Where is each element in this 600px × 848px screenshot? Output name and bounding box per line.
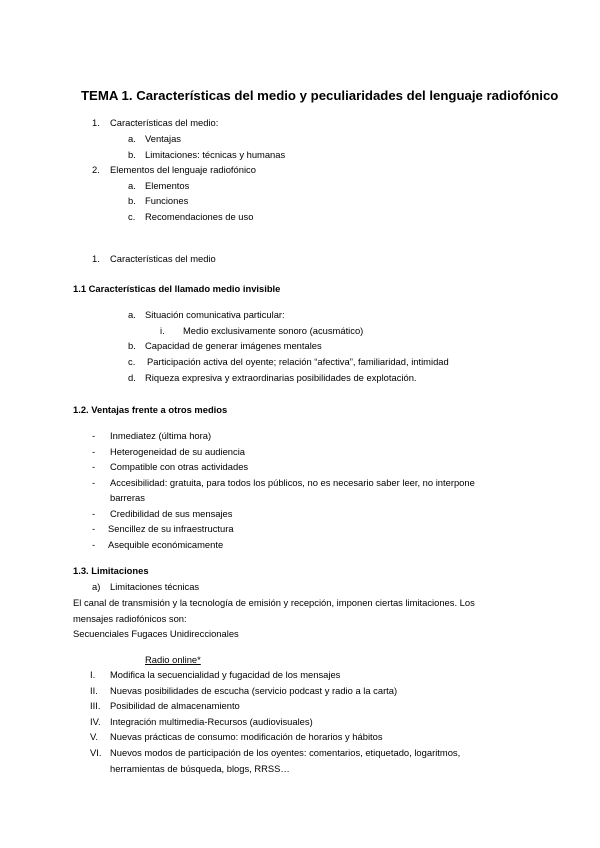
section-number: 1. <box>92 253 100 264</box>
list-bullet: - <box>92 539 96 550</box>
list-roman: I. <box>90 669 96 680</box>
list-bullet: - <box>92 446 96 457</box>
list-item: Heterogeneidad de su audiencia <box>110 446 245 457</box>
list-item: Capacidad de generar imágenes mentales <box>145 340 322 351</box>
list-roman: V. <box>90 731 98 742</box>
list-bullet: - <box>92 430 96 441</box>
toc-subitem: Funciones <box>145 195 189 206</box>
list-item: Inmediatez (última hora) <box>110 430 212 441</box>
list-item-continuation: barreras <box>110 492 145 503</box>
page-title: TEMA 1. Características del medio y peculiaridades del lenguaje radiofónico <box>81 88 559 103</box>
list-bullet: - <box>92 508 96 519</box>
list-item: Medio exclusivamente sonoro (acusmático) <box>183 325 364 336</box>
toc-item: Características del medio: <box>110 117 219 128</box>
toc-letter: b. <box>128 195 136 206</box>
paragraph-line: Secuenciales Fugaces Unidireccionales <box>73 628 239 639</box>
toc-number: 1. <box>92 117 100 128</box>
list-bullet: - <box>92 461 96 472</box>
subsection-heading: 1.2. Ventajas frente a otros medios <box>73 404 228 415</box>
list-item: Nuevas posibilidades de escucha (servicio podcast y radio a la carta) <box>110 685 398 696</box>
toc-letter: a. <box>128 133 136 144</box>
list-roman: III. <box>90 700 101 711</box>
toc-subitem: Recomendaciones de uso <box>145 211 254 222</box>
subsection-subheading: Limitaciones técnicas <box>110 581 200 592</box>
list-item: Accesibilidad: gratuita, para todos los públicos, no es necesario saber leer, no interpone <box>110 477 475 488</box>
subsection-heading: 1.1 Características del llamado medio invisible <box>73 283 281 294</box>
list-item: Riqueza expresiva y extraordinarias posibilidades de explotación. <box>145 372 417 383</box>
list-letter: a. <box>128 309 136 320</box>
toc-subitem: Limitaciones: técnicas y humanas <box>145 149 286 160</box>
list-item: Nuevas prácticas de consumo: modificación de horarios y hábitos <box>110 731 383 742</box>
list-roman: i. <box>160 325 165 336</box>
list-item: Posibilidad de almacenamiento <box>110 700 240 711</box>
list-roman: II. <box>90 685 98 696</box>
toc-letter: c. <box>128 211 136 222</box>
online-heading: Radio online* <box>145 654 201 665</box>
list-item: Sencillez de su infraestructura <box>108 523 234 534</box>
list-item: Nuevos modos de participación de los oyentes: comentarios, etiquetado, logaritmos, <box>110 747 461 758</box>
list-item: Asequible económicamente <box>108 539 224 550</box>
toc-letter: b. <box>128 149 136 160</box>
toc-subitem: Elementos <box>145 180 190 191</box>
list-item: Credibilidad de sus mensajes <box>110 508 233 519</box>
toc-subitem: Ventajas <box>145 133 181 144</box>
list-item-continuation: herramientas de búsqueda, blogs, RRSS… <box>110 763 290 774</box>
list-item: Integración multimedia-Recursos (audiovisuales) <box>110 716 313 727</box>
list-item: Compatible con otras actividades <box>110 461 249 472</box>
list-roman: IV. <box>90 716 101 727</box>
paragraph-line: mensajes radiofónicos son: <box>73 613 187 624</box>
list-letter: a) <box>92 581 101 592</box>
list-item: Modifica la secuencialidad y fugacidad de los mensajes <box>110 669 341 680</box>
list-letter: c. <box>128 356 136 367</box>
list-item: Participación activa del oyente; relación “afectiva”, familiaridad, intimidad <box>147 356 449 367</box>
subsection-heading: 1.3. Limitaciones <box>73 565 149 576</box>
section-heading: Características del medio <box>110 253 216 264</box>
toc-letter: a. <box>128 180 136 191</box>
paragraph-line: El canal de transmisión y la tecnología de emisión y recepción, imponen ciertas limitaciones. Los <box>73 597 475 608</box>
toc-item: Elementos del lenguaje radiofónico <box>110 164 256 175</box>
list-bullet: - <box>92 477 96 488</box>
toc-number: 2. <box>92 164 100 175</box>
list-bullet: - <box>92 523 96 534</box>
list-item: Situación comunicativa particular: <box>145 309 285 320</box>
list-roman: VI. <box>90 747 102 758</box>
list-letter: d. <box>128 372 136 383</box>
list-letter: b. <box>128 340 136 351</box>
